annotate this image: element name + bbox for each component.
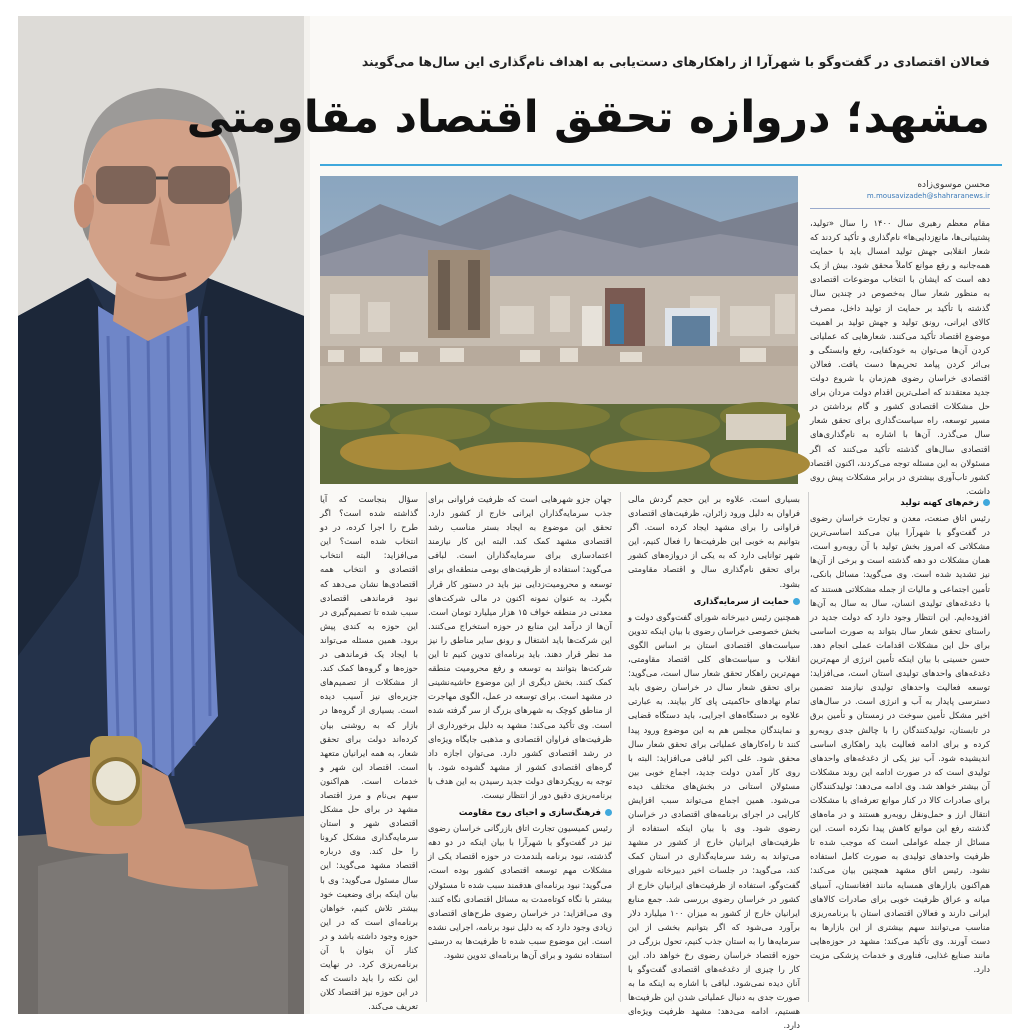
article-kicker: فعالان اقتصادی در گفت‌وگو با شهرآرا از راهکارهای دست‌یابی به اهداف نام‌گذاری این سال‌ها می‌گویند bbox=[361, 54, 990, 69]
header-divider bbox=[320, 164, 1002, 166]
article-headline: مشهد؛ دروازه تحقق اقتصاد مقاومتی bbox=[186, 92, 990, 143]
paragraph-investment: همچنین رئیس دبیرخانه شورای گفت‌وگوی دولت و بخش خصوصی خراسان رضوی با بیان اینکه تدوین سیاست‌های اقتصادی استان بر اساس الگوی انقلاب و سیاست‌های کلی اقتصاد مقاومتی، مهم‌ترین راهکار تحقق شعار سال است، می‌گوید: برای تحقق شعار سال در خراسان رضوی باید تمام نهادهای حاکمیتی پای کار بیایند. به عبارتی علاوه بر دستگاه‌های اجرایی، باید دستگاه قضایی و نمایندگان مجلس هم به این موضوع ورود پیدا کنند تا راه‌کارهای عملیاتی برای تحقق شعار سال محقق شود. علی اکبر لبافی می‌افزاید: البته با روی کار آمدن دولت جدید، اجماع خوبی بین مسئولان استانی در بخش‌های مختلف دیده می‌شود. همین اجماع می‌تواند سبب افزایش کارایی در اجرای برنامه‌های اقتصادی در خراسان رضوی شود. وی با بیان اینکه استفاده از ظرفیت‌های ایرانیان خارج از کشور در مشهد می‌تواند به رشد سرمایه‌گذاری در استان کمک کند، می‌گوید: در جلسات اخیر دبیرخانه شورای گفت‌وگو، استفاده از ظرفیت‌های ایرانیان خارج از کشور در خراسان رضوی بررسی شد. جمع منابع ایرانیان خارج از کشور به میزان ۱۰۰ میلیارد دلار برآورد می‌شود که اگر بتوانیم بخشی از این سرمایه‌ها را به استان جذب کنیم، تحول بزرگی در حوزه اقتصاد خراسان رضوی رخ خواهد داد. این کار را چیزی از دغدغه‌های اقتصادی گفت‌وگو با آنان دیده نمی‌شود. لبافی با اشاره به اینکه ما به صورت جدی به دنبال عملیاتی شدن این ظرفیت‌ها هستیم، ادامه می‌دهد: مشهد ظرفیت ویژه‌ای دارد. bbox=[627, 611, 801, 1031]
paragraph-middle: بسیاری است. علاوه بر این حجم گردش مالی فراوان به دلیل ورود زائران، ظرفیت‌های اقتصادی فراوانی را برای مشهد ایجاد کرده است. اگر بتوانیم به خوبی این ظرفیت‌ها را فعال کنیم، این شهر توانایی دارد که به یکی از دروازه‌های کشور برای تحقق نام‌گذاری سال و اقتصاد مقاومتی بشود. bbox=[628, 494, 800, 589]
subheading-production: زخم‌های کهنه تولید bbox=[810, 495, 990, 509]
column-left bbox=[320, 492, 418, 1012]
paragraph-culture: رئیس کمیسیون تجارت اتاق بازرگانی خراسان رضوی نیز در گفت‌وگو با شهرآرا با بیان اینکه در دو دهه گذشته، نبود برنامه بلندمدت در حوزه اقتصاد یکی از مشکلات مهم توسعه اقتصادی کشور بوده است، می‌گوید: نبود برنامه‌ای هدفمند سبب شده تا مسئولان بیشتر با نگاه کوتاه‌مدت به مسائل اقتصادی نگاه کنند. وی می‌افزاید: در خراسان رضوی طرح‌های اقتصادی زیادی وجود دارد که به دلیل نبود برنامه، اجرایی نشده است. این موضوع سبب شده تا ظرفیت‌ها به درستی استفاده نشود و برای آن‌ها برنامه‌ای تدوین نشود. bbox=[428, 823, 612, 960]
paragraph-left-middle: جهان جزو شهرهایی است که ظرفیت فراوانی برای جذب سرمایه‌گذاران ایرانی خارج از کشور دارد. تحقق این موضوع به ایجاد بستر مناسب رشد اقتصادی مشهد کمک کند. البته این کار نیازمند اعتمادسازی برای سرمایه‌گذاران است. لبافی می‌گوید: استفاده از ظرفیت‌های بومی منطقه‌ای برای توسعه و محرومیت‌زدایی نیز باید در دستور کار قرار بگیرد. به عنوان نمونه اکنون در مالی شرکت‌های معدنی در منطقه خواف ۱۵ هزار میلیارد تومان است. آن‌ها از درآمد این منابع در حوزه استخراج می‌کنند. این شرکت‌ها باید اشتغال و رونق سایر مناطق را نیز مد نظر قرار دهند. باید برنامه‌ای تدوین کنیم تا این شرکت‌ها بتوانند به توسعه و رفع محرومیت منطقه کمک کنند. بخش دیگری از این موضوع حاشیه‌نشینی در مشهد است. برای توسعه در عمل، الگوی مهاجرت از مناطق کوچک به شهرهای بزرگ از سر گرفته شده است. وی تأکید می‌کند: مشهد به دلیل برخورداری از ظرفیت‌های فراوان اقتصادی و مذهبی جایگاه ویژه‌ای در رشد اقتصادی کشور دارد. می‌توان اجازه داد گره‌های اقتصادی کشور از مشهد گشوده شود. با توجه به رویکردهای دولت جدید رسیدن به این هدف با برنامه‌ریزی دقیق دور از انتظار نیست. bbox=[428, 494, 612, 800]
portrait-photo bbox=[18, 16, 304, 1014]
column-middle bbox=[627, 492, 801, 1031]
column-right-bottom bbox=[810, 492, 990, 1002]
paragraph-production: رئیس اتاق صنعت، معدن و تجارت خراسان رضوی در گفت‌وگو با شهرآرا بیان می‌کند اساسی‌ترین مشکلاتی که امروز بخش تولید با آن روبه‌رو است، همان مشکلات دو دهه گذشته است و برخی از آن‌ها نیز تشدید شده است. وی می‌گوید: مسائل بانکی، تأمین اجتماعی و مالیات از جمله مشکلاتی هستند که با دغدغه‌های تولیدی انسان، سال به سال به آن‌ها افزوده‌ایم. این انتظار وجود دارد که دولت جدید در راستای تحقق شعار سال بتواند به صورت اساسی برای حل این مشکلات اقدامات عملی انجام دهد. حسن حسینی با بیان اینکه تأمین انرژی از مهم‌ترین دغدغه‌های واحدهای تولیدی استان است، می‌افزاید: توسعه فعالیت واحدهای تولیدی نیازمند تضمین دسترسی پایدار به آب و انرژی است. در سال‌های اخیر مشکل تأمین سوخت در زمستان و تأمین برق در تابستان، تولیدکنندگان را با چالش جدی روبه‌رو کرده و برای ادامه فعالیت باید راهکاری اساسی اندیشیده شود. آب نیز یکی از دغدغه‌های واحدهای تولیدی است که در صورت ادامه این روند مشکلات آن بیشتر خواهد شد. وی ادامه می‌دهد: تولیدکنندگان برای صادرات کالا در کنار موانع تعرفه‌ای با مشکلات انتقال ارز و حمل‌ونقل روبه‌رو هستند و در ماه‌های گذشته رفع این موانع کاهش پیدا نکرده است. این مسائل از جمله عواملی است که موجب شده تا ظرفیت واحدهای تولیدی به صورت کامل استفاده نشود. رئیس اتاق مشهد همچنین بیان می‌کند: هم‌اکنون بازارهای همسایه مانند افغانستان، آسیای میانه و عراق ظرفیت خوبی برای صادرات کالاهای ایرانی دارند و فعالان اقتصادی استان با برنامه‌ریزی مناسب می‌توانند سهم بیشتری از این بازارها به دست آورند. وی تأکید می‌کند: مشهد در حوزه‌هایی مانند صنایع غذایی، فناوری و خدمات پزشکی مزیت دارد. bbox=[810, 513, 990, 975]
column-divider bbox=[620, 492, 621, 1002]
byline-divider bbox=[810, 208, 990, 209]
paragraph-intro: مقام معظم رهبری سال ۱۴۰۰ را سال «تولید، پشتیبانی‌ها، مانع‌زدایی‌ها» نام‌گذاری و تأکید کردند که شعار انقلابی جهش تولید امسال باید با حمایت همه‌جانبه و رفع موانع کاملاً محقق شود. بیش از یک دهه است که ایشان با انتخاب موضوعات اقتصادی به منظور شعار سال به‌خصوص در چندین سال گذشته با تأکید بر حمایت از تولید داخل، مصرف کالای ایرانی، رونق تولید و جهش تولید بر اهمیت موضوع اقتصاد تأکید می‌کنند. شعارهایی که عملیاتی کردن آن‌ها می‌توان به خودکفایی، رفع وابستگی و بی‌اثر کردن پیامد تحریم‌ها دست یافت. فعالان اقتصادی خراسان رضوی هم‌زمان با شروع دولت جدید معتقدند که اصلی‌ترین اقدام دولت مردان برای حل مشکلات اقتصادی کشور و گام برداشتن در مسیر توسعه، راه سیاست‌گذاری برای تحقق شعار سال می‌گذرد. آن‌ها با اشاره به نام‌گذاری‌های اقتصادی سال‌های گذشته تأکید می‌کنند که اگر مسئولان به این مسئله توجه می‌کردند، اکنون اقتصاد کشور تاب‌آوری بیشتری در برابر مشکلات پیش روی داشت. bbox=[810, 218, 990, 496]
newspaper-page bbox=[186, 16, 1012, 1031]
skyline-illustration bbox=[320, 176, 798, 484]
subheading-culture: فرهنگ‌سازی و احیای روح مقاومت bbox=[428, 805, 612, 819]
column-divider bbox=[426, 492, 427, 1002]
city-skyline-photo bbox=[320, 176, 798, 484]
paragraph-left: سؤال بنجاست که آیا گذاشته شده است؟ اگر طرح را اجرا کرده، در دو انتخاب شده است؟ این می‌افزاید: البته انتخاب اقتصادی و انتخاب همه اقتصادی‌ها نشان می‌دهد که نبود فرماندهی اقتصادی سبب شده تا تصمیم‌گیری در این حوزه به کندی پیش برود. همین مسئله می‌تواند با ایجاد یک فرماندهی در حوزه‌ها و گروه‌ها کمک کند. از مشکلات از تصمیم‌های جزیره‌ای نیز آسیب دیده است. بسیاری از گروه‌ها در بازار که به روشنی بیان کرده‌اند دولت برای تحقق شعار، به همه ایرانیان متعهد است. اقتصاد این شهر و خدمات است. هم‌اکنون سهم بی‌نام و مرز اقتصاد مشهد در برای حل مشکل اقتصادی شهر و استان سرمایه‌گذاری مشکل کرونا را حل کند. وی درباره اقتصاد مشهد می‌گوید: این سال مسئول می‌گوید: وی با بیان اینکه برای وضعیت خود بیشتر تلاش کنیم، خواهان برنامه‌ای است که در این حوزه وجود داشته باشد و در کنار آن بتوان با آن برنامه‌ریزی کرد. در نهایت این نکته را باید دانست که در این حوزه نیز اقتصاد کلان تعریف می‌کند. bbox=[320, 494, 418, 1012]
column-divider bbox=[808, 492, 809, 1002]
author-email: m.mousavizadeh@shahraranews.ir bbox=[866, 192, 990, 200]
portrait-illustration bbox=[18, 16, 304, 1014]
subheading-investment: حمایت از سرمایه‌گذاری bbox=[628, 594, 800, 608]
article-byline bbox=[810, 180, 990, 200]
screenshot-frame bbox=[18, 16, 1012, 1031]
author-name: محسن موسوی‌زاده bbox=[917, 180, 990, 190]
column-left-middle bbox=[428, 492, 612, 1002]
column-right-top bbox=[810, 216, 990, 496]
